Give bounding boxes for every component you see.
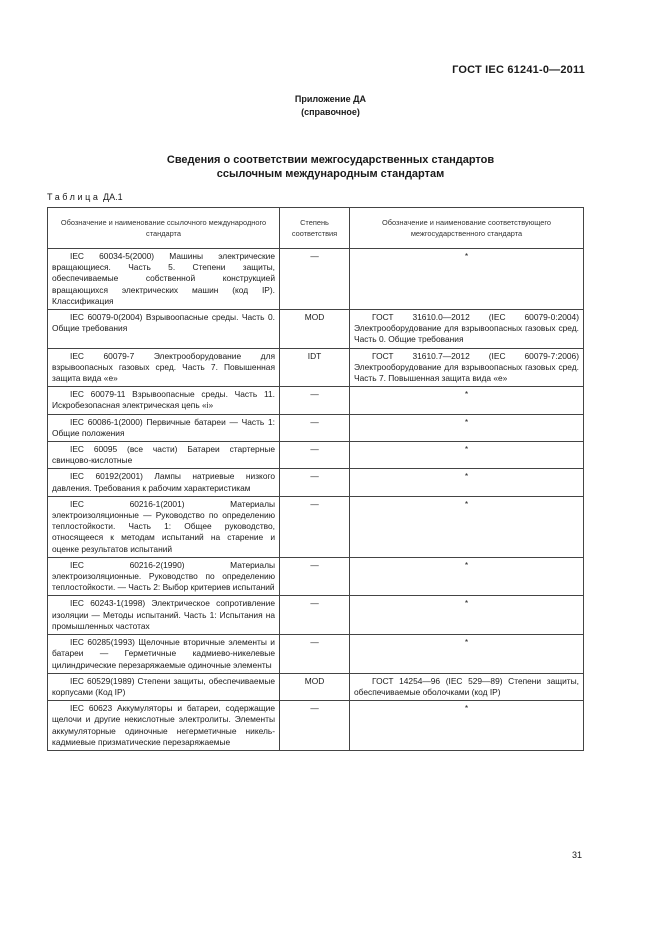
international-standard-cell: IEC 60243-1(1998) Электрическое сопротивление изоляции — Методы испытаний. Часть 1: Испытания на промышленных частотах (48, 596, 280, 635)
degree-cell: — (280, 701, 350, 751)
international-standard-cell: IEC 60623 Аккумуляторы и батареи, содержащие щелочи и другие некислотные электролиты. Элементы аккумуляторные одиночные негерметичные никель-кадмиевые призматические перезаряжаемые (48, 701, 280, 751)
table-header-row (48, 208, 584, 249)
degree-cell: — (280, 635, 350, 674)
degree-cell: MOD (280, 310, 350, 349)
degree-cell: — (280, 469, 350, 496)
international-standard-cell: IEC 60216-1(2001) Материалы электроизоляционные — Руководство по определению теплостойкости. Часть 1: Общее руководство, относящееся к методам испытаний на старение и оценке результатов испытаний (48, 496, 280, 557)
table-row (48, 310, 584, 349)
national-standard-cell: * (350, 469, 584, 496)
degree-cell: — (280, 496, 350, 557)
appendix-subtitle: (справочное) (301, 107, 360, 117)
table-caption-id: ДА.1 (103, 192, 123, 202)
table-row (48, 496, 584, 557)
table-row (48, 442, 584, 469)
degree-cell: — (280, 557, 350, 596)
international-standard-cell: IEC 60034-5(2000) Машины электрические вращающиеся. Часть 5. Степени защиты, обеспечиваемые собственной конструкцией вращающихся электрических машин (код IP). Классификация (48, 249, 280, 310)
degree-cell: — (280, 249, 350, 310)
column-header-degree: Степень соответствия (280, 208, 350, 249)
column-header-national: Обозначение и наименование соответствующего межгосударственного стандарта (350, 208, 584, 249)
table-row (48, 249, 584, 310)
national-standard-cell: ГОСТ 31610.0—2012 (IEC 60079-0:2004) Электрооборудование для взрывоопасных газовых сред. Часть 0. Общие требования (350, 310, 584, 349)
table-row (48, 673, 584, 700)
appendix-heading (0, 93, 661, 119)
degree-cell: MOD (280, 673, 350, 700)
international-standard-cell: IEC 60079-0(2004) Взрывоопасные среды. Часть 0. Общие требования (48, 310, 280, 349)
international-standard-cell: IEC 60285(1993) Щелочные вторичные элементы и батареи — Герметичные кадмиево-никелевые цилиндрические перезаряжаемые одиночные элементы (48, 635, 280, 674)
page-number: 31 (571, 850, 582, 860)
degree-cell: IDT (280, 348, 350, 387)
correspondence-table (47, 207, 584, 751)
national-standard-cell: * (350, 496, 584, 557)
document-title-line-2: ссылочным международным стандартам (216, 168, 445, 180)
degree-cell: — (280, 387, 350, 414)
international-standard-cell: IEC 60192(2001) Лампы натриевые низкого давления. Требования к рабочим характеристикам (48, 469, 280, 496)
table-row (48, 414, 584, 441)
national-standard-cell: * (350, 387, 584, 414)
degree-cell: — (280, 442, 350, 469)
table-caption (47, 192, 123, 202)
international-standard-cell: IEC 60529(1989) Степени защиты, обеспечиваемые корпусами (Код IP) (48, 673, 280, 700)
international-standard-cell: IEC 60079-7 Электрооборудование для взрывоопасных газовых сред. Часть 7. Повышенная защита вида «е» (48, 348, 280, 387)
column-header-international: Обозначение и наименование ссылочного международного стандарта (48, 208, 280, 249)
standard-code: ГОСТ IEC 61241-0—2011 (452, 64, 585, 76)
national-standard-cell: * (350, 635, 584, 674)
table-row (48, 387, 584, 414)
appendix-title: Приложение ДА (294, 94, 367, 104)
table-row (48, 701, 584, 751)
table-row (48, 635, 584, 674)
national-standard-cell: * (350, 596, 584, 635)
degree-cell: — (280, 596, 350, 635)
table-row (48, 557, 584, 596)
national-standard-cell: * (350, 249, 584, 310)
table-row (48, 469, 584, 496)
national-standard-cell: ГОСТ 14254—96 (IEC 529—89) Степени защиты, обеспечиваемые оболочками (код IP) (350, 673, 584, 700)
document-title (0, 153, 661, 181)
table-row (48, 348, 584, 387)
national-standard-cell: * (350, 442, 584, 469)
international-standard-cell: IEC 60216-2(1990) Материалы электроизоляционные. Руководство по определению теплостойкости. — Часть 2: Выбор критериев испытаний (48, 557, 280, 596)
international-standard-cell: IEC 60095 (все части) Батареи стартерные свинцово-кислотные (48, 442, 280, 469)
international-standard-cell: IEC 60079-11 Взрывоопасные среды. Часть 11. Искробезопасная электрическая цепь «i» (48, 387, 280, 414)
degree-cell: — (280, 414, 350, 441)
national-standard-cell: * (350, 701, 584, 751)
national-standard-cell: * (350, 557, 584, 596)
national-standard-cell: * (350, 414, 584, 441)
table-caption-word: Таблица (47, 192, 101, 202)
national-standard-cell: ГОСТ 31610.7—2012 (IEC 60079-7:2006) Электрооборудование для взрывоопасных газовых сред. Часть 7. Повышенная защита вида «е» (350, 348, 584, 387)
table-body (48, 249, 584, 751)
international-standard-cell: IEC 60086-1(2000) Первичные батареи — Часть 1: Общие положения (48, 414, 280, 441)
table-row (48, 596, 584, 635)
document-title-line-1: Сведения о соответствии межгосударственных стандартов (166, 154, 495, 166)
